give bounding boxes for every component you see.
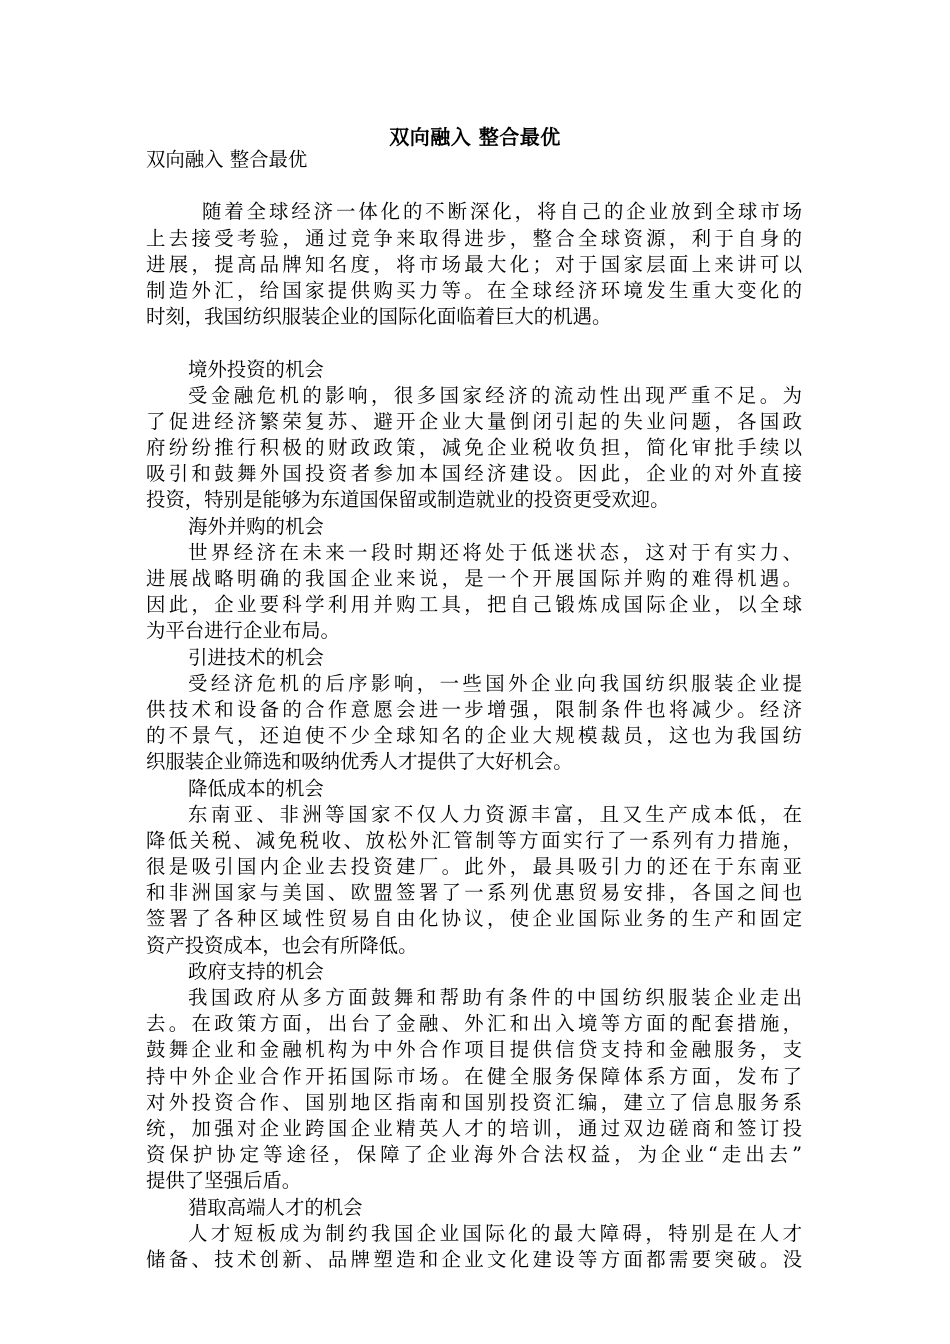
intro-line: 时刻，我国纺织服装企业的国际化面临着巨大的机遇。 <box>146 305 612 329</box>
section-heading-cost-reduction: 降低成本的机会 <box>188 776 324 800</box>
paragraph-line: 人才短板成为制约我国企业国际化的最大障碍，特别是在人才 <box>188 1221 802 1245</box>
paragraph-line: 因此，企业要科学利用并购工具，把自己锻炼成国际企业，以全球 <box>146 593 802 617</box>
paragraph-line: 鼓舞企业和金融机构为中外合作项目提供信贷支持和金融服务，支 <box>146 1038 802 1062</box>
paragraph-line: 去。在政策方面，出台了金融、外汇和出入境等方面的配套措施， <box>146 1012 802 1036</box>
paragraph-line: 府纷纷推行积极的财政政策，减免企业税收负担，简化审批手续以 <box>146 436 802 460</box>
paragraph-line: 我国政府从多方面鼓舞和帮助有条件的中国纺织服装企业走出 <box>188 986 802 1009</box>
intro-line: 制造外汇，给国家提供购买力等。在全球经济环境发生重大变化的 <box>146 278 802 302</box>
paragraph-line: 和非洲国家与美国、欧盟签署了一系列优惠贸易安排，各国之间也 <box>146 881 802 905</box>
paragraph-line: 受金融危机的影响，很多国家经济的流动性出现严重不足。为 <box>188 383 802 407</box>
paragraph-line: 世界经济在未来一段时期还将处于低迷状态，这对于有实力、 <box>188 540 802 564</box>
paragraph-line: 统，加强对企业跨国企业精英人才的培训，通过双边磋商和签订投 <box>146 1116 802 1140</box>
paragraph-line: 供技术和设备的合作意愿会进一步增强，限制条件也将减少。经济 <box>146 697 802 721</box>
intro-line: 随着全球经济一体化的不断深化，将自己的企业放到全球市场 <box>202 200 802 224</box>
paragraph-line: 了促进经济繁荣复苏、避开企业大量倒闭引起的失业问题，各国政 <box>146 409 802 433</box>
section-heading-government-support: 政府支持的机会 <box>188 959 324 983</box>
paragraph-line: 吸引和鼓舞外国投资者参加本国经济建设。因此，企业的对外直接 <box>146 462 802 486</box>
document-body <box>146 147 802 1273</box>
document-subtitle: 双向融入 整合最优 <box>146 148 308 171</box>
blank-line <box>146 330 802 356</box>
paragraph-line: 为平台进行企业布局。 <box>146 619 340 643</box>
paragraph-line: 资产投资成本，也会有所降低。 <box>146 933 418 957</box>
paragraph-line: 投资，特别是能够为东道国保留或制造就业的投资更受欢迎。 <box>146 488 670 512</box>
paragraph-line: 持中外企业合作开拓国际市场。在健全服务保障体系方面，发布了 <box>146 1064 802 1088</box>
paragraph-line: 进展战略明确的我国企业来说，是一个开展国际并购的难得机遇。 <box>146 567 802 590</box>
paragraph-line: 东南亚、非洲等国家不仅人力资源丰富，且又生产成本低，在 <box>188 802 802 826</box>
paragraph-line: 签署了各种区域性贸易自由化协议，使企业国际业务的生产和固定 <box>146 907 802 931</box>
intro-line: 上去接受考验，通过竞争来取得进步，整合全球资源，利于自身的 <box>146 226 802 250</box>
paragraph-line: 对外投资合作、国别地区指南和国别投资汇编，建立了信息服务系 <box>146 1090 802 1114</box>
paragraph-line: 很是吸引国内企业去投资建厂。此外，最具吸引力的还在于东南亚 <box>146 855 802 879</box>
paragraph-line: 储备、技术创新、品牌塑造和企业文化建设等方面都需要突破。没 <box>146 1247 802 1271</box>
intro-line: 进展，提高品牌知名度，将市场最大化；对于国家层面上来讲可以 <box>146 252 802 276</box>
section-heading-overseas-investment: 境外投资的机会 <box>188 357 324 381</box>
section-heading-talent-acquisition: 猎取高端人才的机会 <box>188 1195 363 1219</box>
paragraph-line: 受经济危机的后序影响，一些国外企业向我国纺织服装企业提 <box>188 671 802 695</box>
document-title: 双向融入 整合最优 <box>389 125 561 149</box>
section-heading-technology-import: 引进技术的机会 <box>188 645 324 669</box>
paragraph-line: 的不景气，还迫使不少全球知名的企业大规模裁员，这也为我国纺 <box>146 724 802 748</box>
paragraph-line: 提供了坚强后盾。 <box>146 1169 302 1193</box>
section-heading-overseas-mergers: 海外并购的机会 <box>188 514 324 538</box>
paragraph-line: 资保护协定等途径，保障了企业海外合法权益，为企业“走出去” <box>146 1143 802 1167</box>
paragraph-line: 降低关税、减免税收、放松外汇管制等方面实行了一系列有力措施， <box>146 828 802 852</box>
paragraph-line: 织服装企业筛选和吸纳优秀人才提供了大好机会。 <box>146 750 573 774</box>
blank-line <box>146 173 802 199</box>
